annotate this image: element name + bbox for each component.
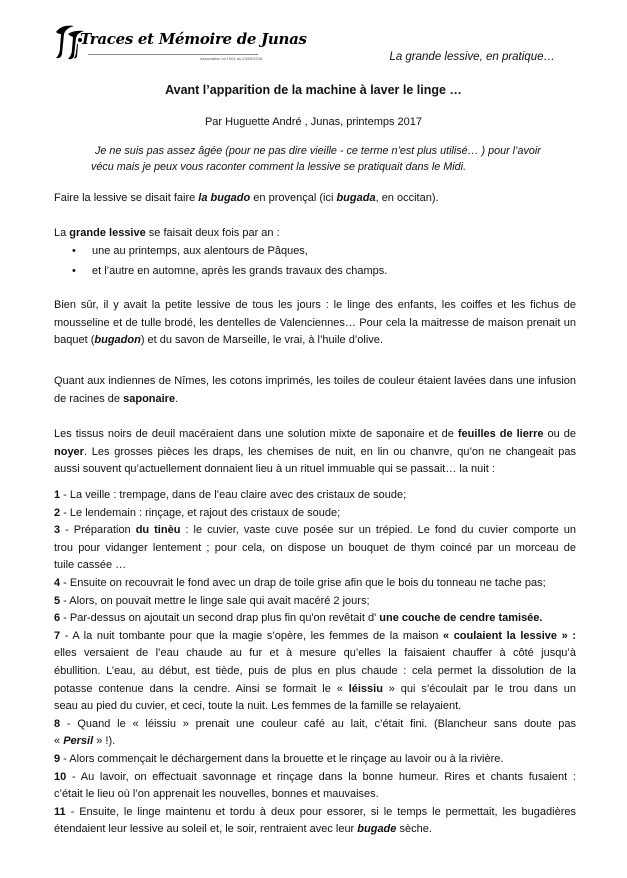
list-item [72,262,552,282]
step-text: - Préparation [60,524,136,537]
text-span: , en occitan). [375,192,439,204]
association-logo [50,20,307,70]
step-text: - Ensuite, le linge maintenu et tordu à deux pour essorer, si le temps le permettait, les bugadières [65,805,576,818]
step-text: étendaient leur lessive au soleil et, le soir, rentraient avec leur [54,823,358,836]
bullet-icon: • [72,264,76,277]
step-number: 6 [54,612,61,625]
step-text: » !). [93,735,116,748]
list-item-text: une au printemps, aux alentours de Pâques, [92,245,308,257]
step-text: - Alors commençait le déchargement dans la brouette et le rinçage au lavoir ou à la rivière. [60,752,504,765]
step-number: 4 [54,576,61,589]
step-7-line-2: elles versaient de l’eau chaude au fur et à mesure qu’elles la faisaient chauffer à côté jusqu’à [54,647,576,660]
logo-title: Traces et Mémoire de Junas [80,30,307,48]
step-3 [54,522,576,540]
step-text: - A la nuit tombante pour que la magie s’opère, les femmes de la maison [60,629,443,642]
emphasis-term: noyer [54,445,84,458]
emphasis-term: bugade [357,823,397,836]
step-text: - Quand le « léissiu » prenait une couleur café au lait, c’était fini. (Blancheur sans doute pas [60,717,576,730]
step-4 [54,575,576,593]
step-number: 11 [54,805,66,818]
step-text: sèche. [396,823,432,836]
season-list [72,242,552,281]
step-6 [54,610,576,628]
logo-subtitle: Association loi 1901 du 23/03/2016 [200,56,263,61]
steps-list [54,487,576,839]
paragraph-bugado [54,190,576,208]
step-11-line-2 [54,821,576,839]
emphasis-term: léissiu [348,682,383,695]
emphasis-term: grande lessive [69,227,146,239]
step-3-line-2: trou pour vidanger lentement ; pour cela, on dispose un bouquet de thym coincé par un morceau de [54,541,576,554]
text-span: ) et du savon de Marseille, le vrai, à l’huile d’olive. [140,334,383,346]
step-text: - Le lendemain : rinçage, et rajout des cristaux de soude; [60,506,341,519]
step-text: « [54,735,64,748]
step-8-line-2 [54,733,576,751]
intro-line-1: Je ne suis pas assez âgée (pour ne pas dire vieille - ce terme n’est plus utilisé… ) pour l’avoir [95,145,541,157]
text-span: Quant aux indiennes de Nîmes, les cotons imprimés, les toiles de couleur étaient lavées dans une infusion de racines de [54,375,576,405]
step-1 [54,487,576,505]
step-10-line-2: c’était le lieu où l’on apprenait les nouvelles, bonnes et mauvaises. [54,788,379,801]
emphasis-term: bugadon [94,334,141,346]
bullet-icon: • [72,245,76,257]
logo-underline [88,54,258,55]
step-text: potasse contenue dans la cendre. Ainsi se formait le « [54,682,349,695]
step-7-line-4 [54,681,576,699]
author-line: Par Huguette André , Junas, printemps 2017 [204,116,423,128]
step-number: 2 [54,506,61,519]
text-span: Les tissus noirs de deuil macéraient dans une solution mixte de saponaire et de [54,428,458,440]
step-5 [54,593,576,611]
step-text: - La veille : trempage, dans de l’eau claire avec des cristaux de soude; [60,489,407,501]
step-number: 9 [54,752,61,765]
emphasis-term: saponaire [123,392,176,405]
text-span: La [54,227,70,239]
emphasis-term: bugada [336,192,376,204]
step-text: » qui s’écoulait par le trou dans un [382,682,577,695]
paragraph-indiennes [54,373,576,408]
emphasis-term: du tinèu [135,524,181,537]
step-text: : le cuvier, vaste cuve posée sur un trépied. Le fond du cuvier comporte un [180,524,576,537]
step-2 [54,505,576,523]
text-span: se faisait deux fois par an : [145,227,280,239]
step-7 [54,628,576,646]
text-span: ou de [543,428,577,440]
list-item-text: et l’autre en automne, après les grands travaux des champs. [92,264,388,277]
emphasis-term: Persil [63,735,94,748]
step-11 [54,804,576,822]
step-number: 10 [54,770,67,783]
step-7-line-5: seau au pied du cuvier, et ceci, toute la nuit. Les femmes de la famille se relayaient. [54,700,462,713]
step-number: 1 [54,489,61,501]
step-text: - Ensuite on recouvrait le fond avec un drap de toile grise afin que le bois du tonneau ne tache pas; [60,576,546,589]
step-10 [54,769,576,787]
step-text: - Au lavoir, on effectuait savonnage et rinçage dans la bonne humeur. Rires et chants fusaient : [66,770,576,783]
paragraph-tissus-noirs [54,426,576,479]
step-text: - Par-dessus on ajoutait un second drap plus fin qu'on revêtait d' [60,612,380,625]
text-span: . Les grosses pièces les draps, les chemises de nuit, en lin ou chanvre, qu’on ne changeait pas aussi souvent qu’actuellement donnaient lieu à un rituel immuable qui se passait… la nuit : [54,445,576,475]
step-number: 3 [54,524,61,537]
step-3-line-3: tuile cassée … [54,559,127,572]
emphasis-term: une couche de cendre tamisée. [379,612,543,625]
emphasis-term: la bugado [198,192,251,204]
paragraph-petite-lessive [54,297,576,350]
emphasis-term: « coulaient la lessive » : [442,629,576,642]
list-item [72,242,552,262]
step-7-line-3: ébullition. L’eau, au début, est tiède, puis de plus en plus chaude : cela permet la dissolution de la [54,664,576,677]
step-number: 8 [54,717,61,730]
text-span: Faire la lessive se disait faire [54,192,199,204]
paragraph-grande-lessive [54,225,576,243]
intro-paragraph [91,143,574,175]
step-text: - Alors, on pouvait mettre le linge sale qui avait macéré 2 jours; [60,594,370,607]
section-title: La grande lessive, en pratique… [389,51,555,63]
text-span: . [175,392,179,405]
page-title: Avant l’apparition de la machine à laver le linge … [165,83,462,97]
step-8 [54,716,576,734]
text-span: Bien sûr, il y avait la petite lessive de tous les jours : le linge des enfants, les coiffes et les fichus de mousseline et de tulle brodé, les dentelles de Valenciennes… Pour cela la maitresse de maison prenait un baquet ( [54,299,576,346]
text-span: en provençal (ici [250,192,337,204]
emphasis-term: feuilles de lierre [457,428,544,440]
intro-line-2: vécu mais je peux vous raconter comment la lessive se pratiquait dans le Midi. [91,161,467,173]
step-number: 5 [54,594,61,607]
step-number: 7 [54,629,61,642]
step-9 [54,751,576,769]
